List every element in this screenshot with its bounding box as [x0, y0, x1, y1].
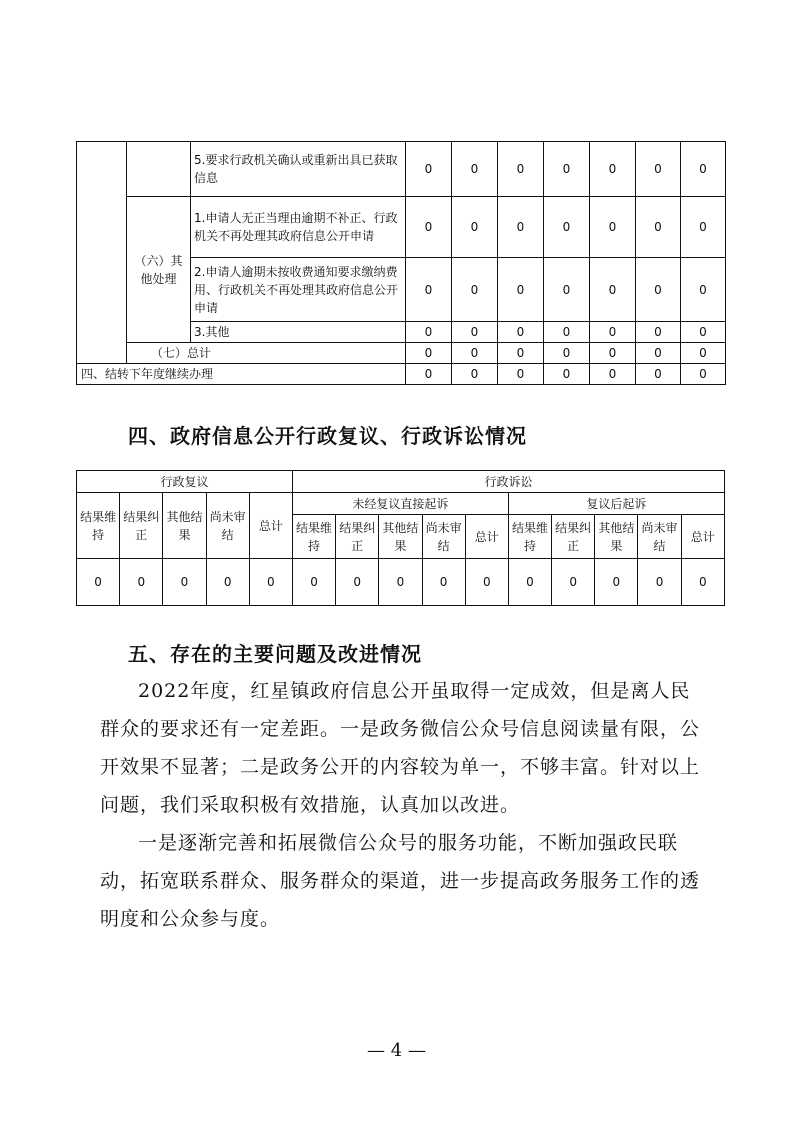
table-row: 5.要求行政机关确认或重新出具已获取信息 0 0 0 0 0 0 0: [77, 142, 726, 197]
group-label: （六）其他处理: [127, 197, 191, 343]
continued-table: [76, 141, 726, 385]
table-row: 0 0 0 0 0 0 0 0 0 0 0 0 0 0 0: [77, 559, 725, 606]
direct-header: 未经复议直接起诉: [292, 493, 508, 515]
table-row: （六）其他处理 1.申请人无正当理由逾期不补正、行政机关不再处理其政府信息公开申请 0 0 0 0 0 0 0: [77, 197, 726, 258]
page-number: — 4 —: [367, 1040, 426, 1061]
after-header: 复议后起诉: [508, 493, 724, 515]
section5-title: 五、存在的主要问题及改进情况: [128, 642, 422, 666]
row-desc: 2.申请人逾期未按收费通知要求缴纳费用、行政机关不再处理其政府信息公开申请: [191, 258, 406, 322]
row-desc: 3.其他: [191, 322, 406, 343]
paragraph: 一是逐渐完善和拓展微信公众号的服务功能，不断加强政民联动，拓宽联系群众、服务群众的渠道，进一步提高政务服务工作的透明度和公众参与度。: [100, 832, 701, 930]
review-header: 行政复议: [77, 471, 293, 493]
total-label: （七）总计: [127, 343, 406, 364]
table-row: 3.其他 0 0 0 0 0 0 0: [77, 322, 726, 343]
row-desc: 1.申请人无正当理由逾期不补正、行政机关不再处理其政府信息公开申请: [191, 197, 406, 258]
paragraph: 2022年度，红星镇政府信息公开虽取得一定成效，但是离人民群众的要求还有一定差距。一是政务微信公众号信息阅读量有限，公开效果不显著；二是政务公开的内容较为单一，不够丰富。针对以上问题，我们采取积极有效措施，认真加以改进。: [100, 680, 701, 816]
row-desc: 5.要求行政机关确认或重新出具已获取信息: [191, 142, 406, 197]
litigation-header: 行政诉讼: [292, 471, 724, 493]
table-row: 2.申请人逾期未按收费通知要求缴纳费用、行政机关不再处理其政府信息公开申请 0 0 0 0 0 0 0: [77, 258, 726, 322]
carry-label: 四、结转下年度继续办理: [77, 364, 406, 385]
carry-row: 四、结转下年度继续办理 0 0 0 0 0 0 0: [77, 364, 726, 385]
review-litigation-table: 行政复议 行政诉讼 结果维持 结果纠正 其他结果 尚未审结 总计 未经复议直接起诉 复议后起诉 结果维持 结果纠正 其他结果 尚未审结 总计 结果维持 结果纠正 其他结果 尚未审结 总计 0 0 0 0 0 0 0 0 0 0 0 0 0 0 0: [76, 470, 725, 606]
section4-title: 四、政府信息公开行政复议、行政诉讼情况: [128, 424, 527, 448]
total-row: （七）总计 0 0 0 0 0 0 0: [77, 343, 726, 364]
